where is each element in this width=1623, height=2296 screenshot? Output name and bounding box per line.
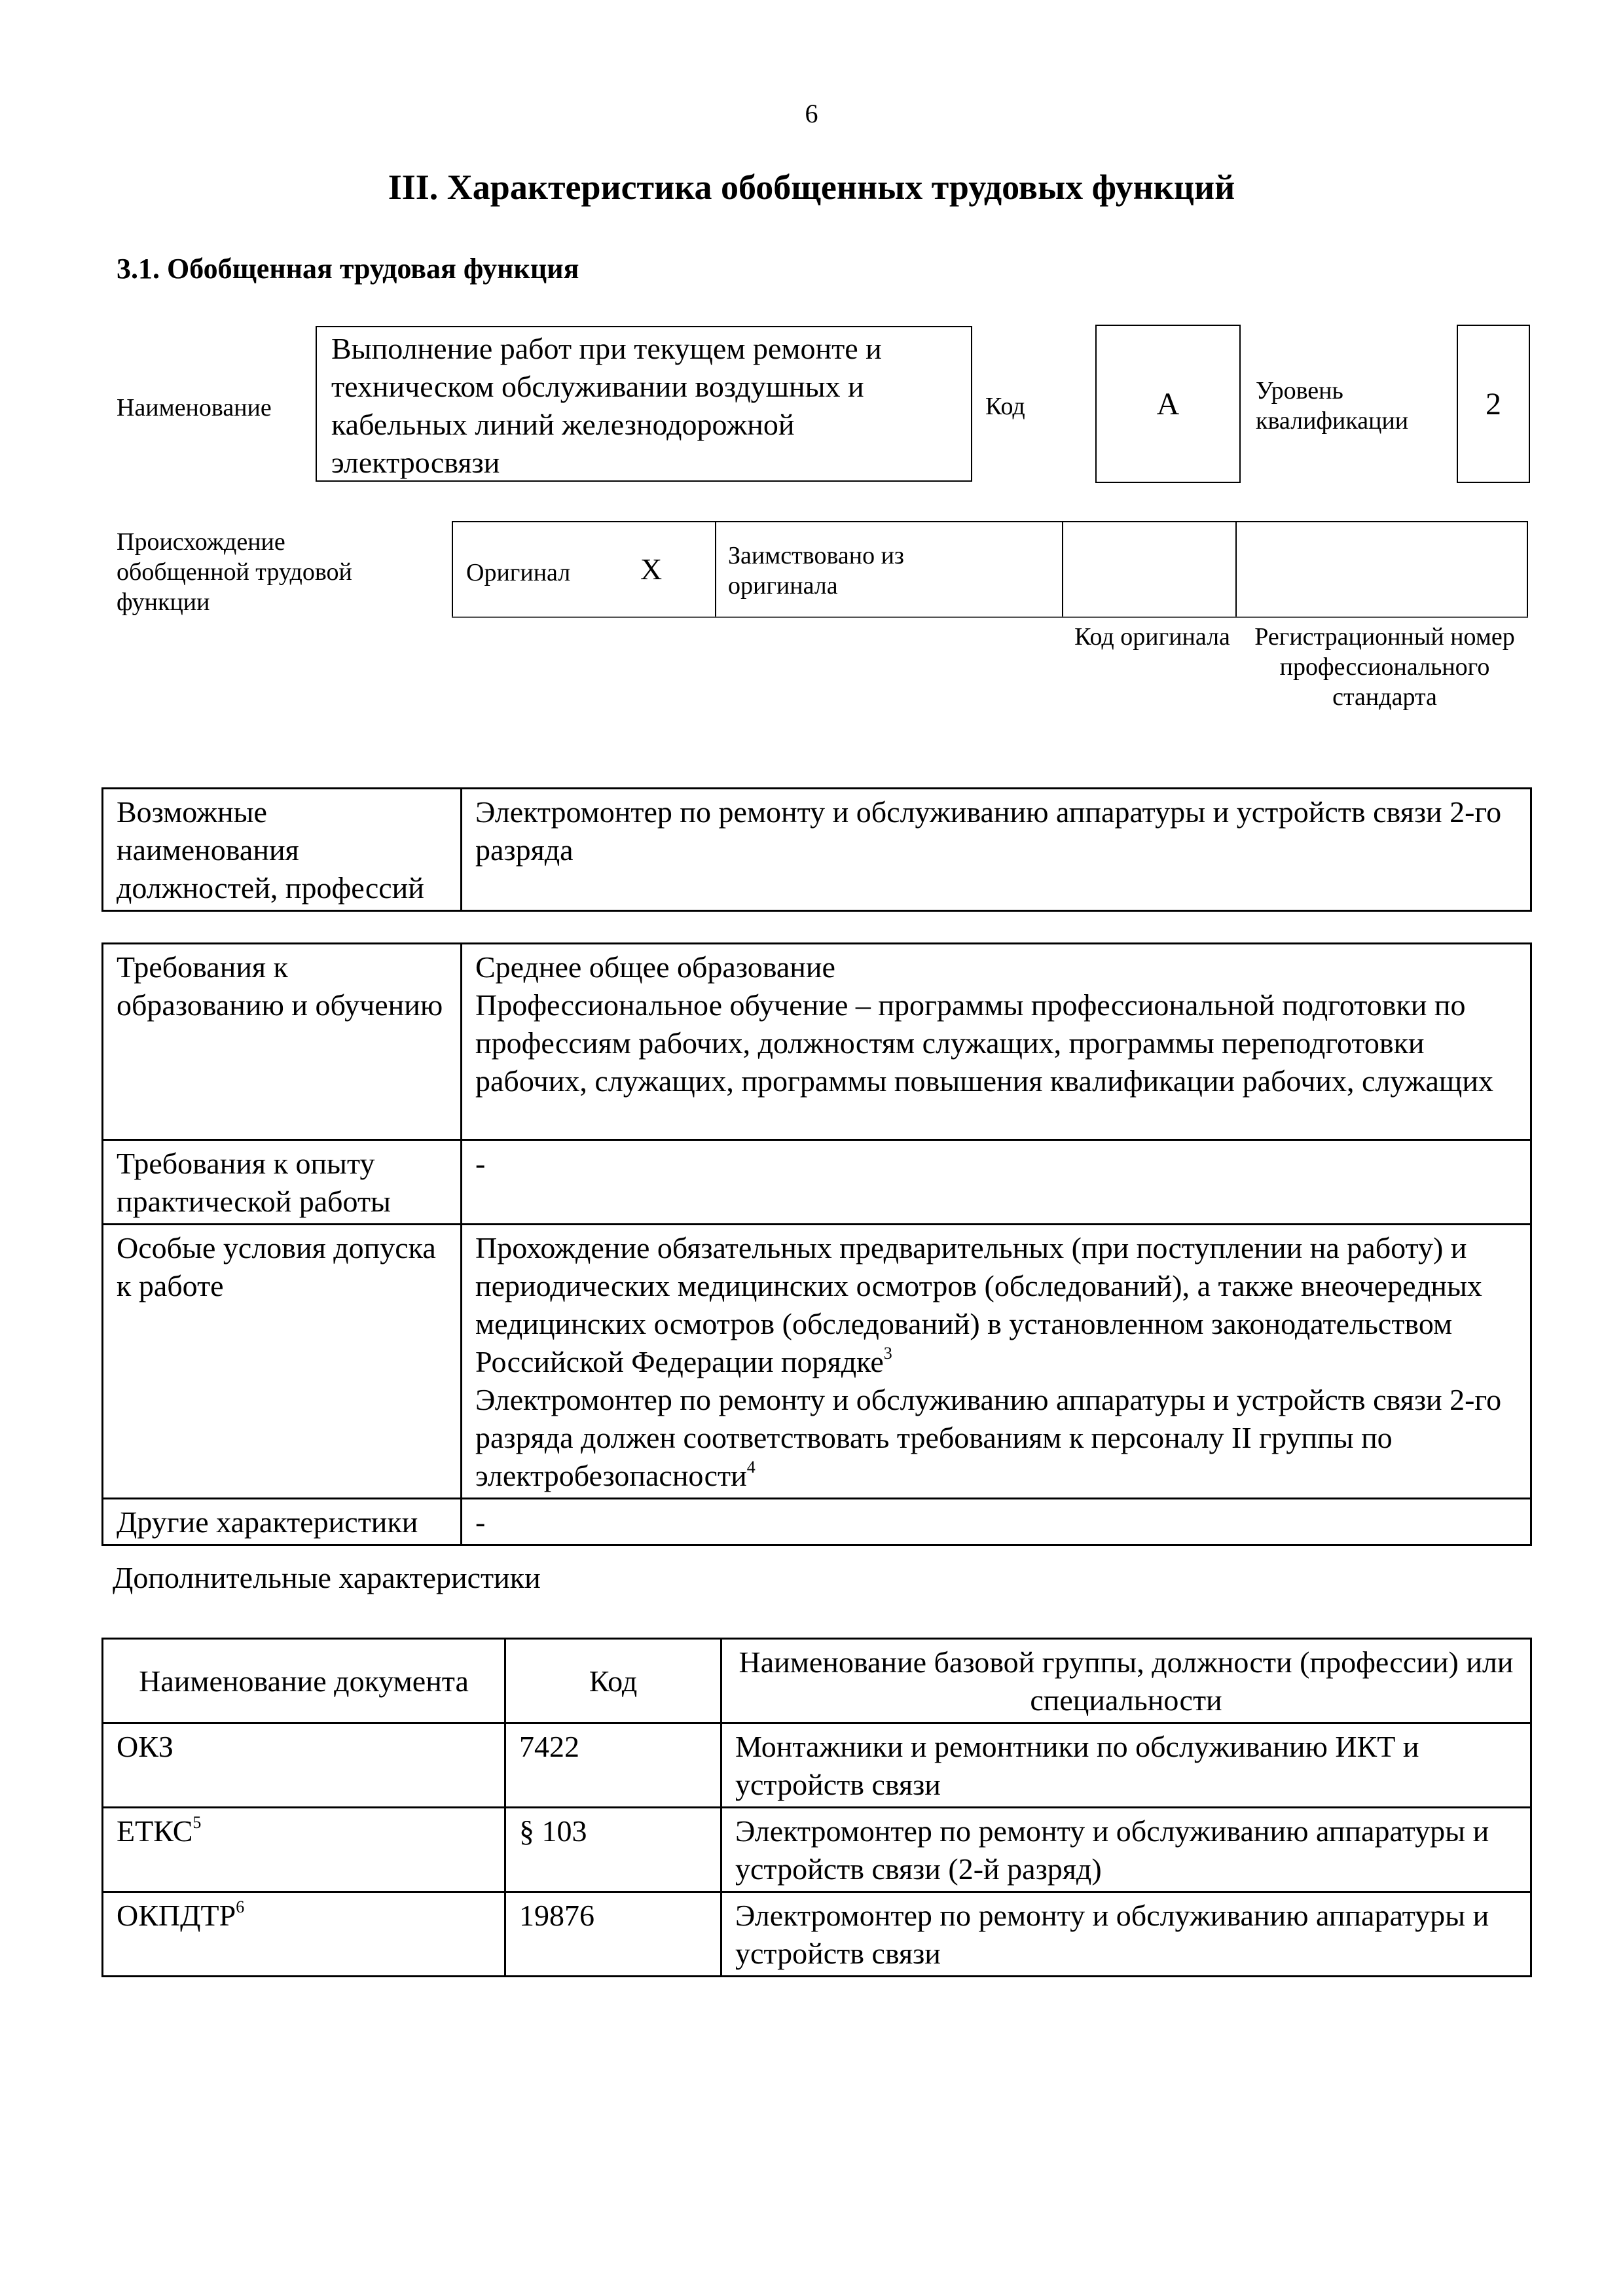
name-label: Наименование [117, 394, 272, 422]
original-code-caption: Код оригинала [1074, 623, 1230, 651]
table-row [103, 1723, 1531, 1808]
header-code: Код [505, 1639, 721, 1723]
header-name: Наименование базовой группы, должности (профессии) или специальности [721, 1639, 1531, 1723]
row-code: § 103 [505, 1808, 721, 1892]
other-value: - [462, 1499, 1531, 1545]
code-label: Код [985, 393, 1025, 420]
other-label: Другие характеристики [103, 1499, 462, 1545]
requirements-table [101, 942, 1532, 1546]
original-label: Оригинал [466, 559, 571, 586]
name-value: Выполнение работ при текущем ремонте и техническом обслуживании воздушных и кабельных линий железнодорожной электросвязи [316, 326, 972, 482]
conditions-cell [462, 1225, 1531, 1499]
subsection-title: 3.1. Обобщенная трудовая функция [117, 253, 579, 285]
footnote-ref-6: 6 [236, 1897, 245, 1916]
origin-label: Происхождение обобщенной трудовой функции [117, 528, 352, 616]
conditions-text-2: Электромонтер по ремонту и обслуживанию аппаратуры и устройств связи 2-го разряда должен соответствовать требованиям к персоналу II группы по электробезопасности [475, 1383, 1502, 1492]
reg-number-caption: Регистрационный номер профессионального стандарта [1254, 623, 1515, 711]
conditions-label: Особые условия допуска к работе [103, 1225, 462, 1499]
row-doc [103, 1723, 505, 1808]
positions-value: Электромонтер по ремонту и обслуживанию аппаратуры и устройств связи 2-го разряда [462, 789, 1531, 911]
additional-table [101, 1638, 1532, 1977]
header-doc: Наименование документа [103, 1639, 505, 1723]
doc-name: ОКЗ [117, 1730, 173, 1763]
conditions-paragraph-1 [475, 1229, 1517, 1381]
additional-title: Дополнительные характеристики [113, 1561, 541, 1594]
level-label: Уровень квалификации [1256, 377, 1409, 435]
positions-table [101, 787, 1532, 912]
table-row [103, 1892, 1531, 1977]
footnote-ref-5: 5 [192, 1812, 202, 1832]
level-value: 2 [1457, 325, 1530, 483]
education-line-1: Среднее общее образование [475, 950, 835, 984]
row-doc [103, 1808, 505, 1892]
origin-table [452, 521, 1528, 618]
conditions-text-1: Прохождение обязательных предварительных (при поступлении на работу) и периодических медицинских осмотров (обследований), а также внеочередных медицинских осмотров (обследований) в установленном законодательством Российской Федерации порядке [475, 1231, 1482, 1378]
row-code: 19876 [505, 1892, 721, 1977]
section-title: III. Характеристика обобщенных трудовых функций [388, 168, 1235, 207]
education-cell [462, 944, 1531, 1140]
page-number: 6 [805, 99, 818, 128]
code-value: А [1095, 325, 1241, 483]
experience-label: Требования к опыту практической работы [103, 1140, 462, 1225]
row-name: Электромонтер по ремонту и обслуживанию аппаратуры и устройств связи (2-й разряд) [721, 1808, 1531, 1892]
row-code: 7422 [505, 1723, 721, 1808]
experience-value: - [462, 1140, 1531, 1225]
row-name: Монтажники и ремонтники по обслуживанию ИКТ и устройств связи [721, 1723, 1531, 1808]
education-label: Требования к образованию и обучению [103, 944, 462, 1140]
original-mark: X [640, 552, 663, 586]
footnote-ref-3: 3 [883, 1343, 892, 1363]
row-doc [103, 1892, 505, 1977]
row-name: Электромонтер по ремонту и обслуживанию аппаратуры и устройств связи [721, 1892, 1531, 1977]
positions-label: Возможные наименования должностей, профессий [103, 789, 462, 911]
doc-name: ОКПДТР [117, 1899, 236, 1932]
conditions-paragraph-2 [475, 1381, 1517, 1495]
education-line-2: Профессиональное обучение – программы профессиональной подготовки по профессиям рабочих, должностям служащих, программы переподготовки рабочих, служащих, программы повышения квалификации рабочих, служащих [475, 988, 1493, 1098]
borrowed-label: Заимствовано из оригинала [728, 542, 904, 600]
table-row [103, 1808, 1531, 1892]
footnote-ref-4: 4 [746, 1457, 756, 1477]
doc-name: ЕТКС [117, 1814, 193, 1848]
